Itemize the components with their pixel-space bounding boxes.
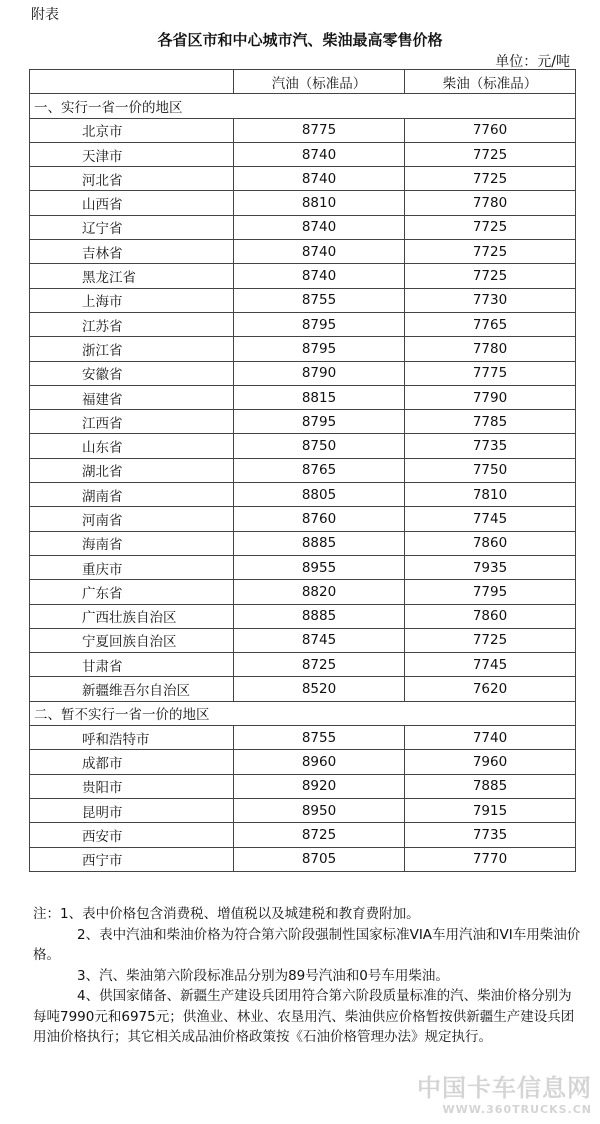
table-row [30,798,576,822]
diesel-price: 7935 [405,555,576,579]
header-region [30,70,234,94]
gasoline-price: 8950 [234,798,405,822]
gasoline-price: 8765 [234,458,405,482]
region-name: 广东省 [30,580,234,604]
gasoline-price: 8740 [234,215,405,239]
diesel-price: 7620 [405,677,576,701]
table-row [30,483,576,507]
diesel-price: 7735 [405,434,576,458]
diesel-price: 7735 [405,823,576,847]
region-name: 成都市 [30,750,234,774]
table-row [30,604,576,628]
unit-label: 单位：元/吨 [495,54,570,70]
gasoline-price: 8755 [234,288,405,312]
gasoline-price: 8775 [234,118,405,142]
region-name: 河南省 [30,507,234,531]
table-row [30,434,576,458]
region-name: 重庆市 [30,555,234,579]
header-gasoline: 汽油（标准品） [234,70,405,94]
table-row [30,531,576,555]
table-row [30,653,576,677]
table-row [30,142,576,166]
region-name: 海南省 [30,531,234,555]
region-name: 西安市 [30,823,234,847]
table-row [30,264,576,288]
gasoline-price: 8795 [234,410,405,434]
table-row [30,677,576,701]
region-name: 宁夏回族自治区 [30,628,234,652]
notes [33,904,581,1048]
gasoline-price: 8815 [234,385,405,409]
region-name: 北京市 [30,118,234,142]
table-row [30,288,576,312]
gasoline-price: 8520 [234,677,405,701]
diesel-price: 7730 [405,288,576,312]
section-heading: 一、实行一省一价的地区 [30,94,576,118]
gasoline-price: 8820 [234,580,405,604]
note-4: 4、供国家储备、新疆生产建设兵团用符合第六阶段质量标准的汽、柴油价格分别为每吨7990元和6975元；供渔业、林业、农垦用汽、柴油供应价格暂按供新疆生产建设兵团用油价格执行；其它相关成品油价格政策按《石油价格管理办法》规定执行。 [33,988,575,1045]
region-name: 江西省 [30,410,234,434]
table-row [30,167,576,191]
gasoline-price: 8740 [234,264,405,288]
region-name: 山西省 [30,191,234,215]
region-name: 辽宁省 [30,215,234,239]
table-row [30,312,576,336]
gasoline-price: 8795 [234,337,405,361]
region-name: 黑龙江省 [30,264,234,288]
table-row [30,628,576,652]
region-name: 吉林省 [30,240,234,264]
header-diesel: 柴油（标准品） [405,70,576,94]
diesel-price: 7790 [405,385,576,409]
gasoline-price: 8955 [234,555,405,579]
table-row [30,507,576,531]
diesel-price: 7725 [405,264,576,288]
watermark-url: WWW.360TRUCKS.CN [442,1103,592,1116]
table-row [30,774,576,798]
region-name: 天津市 [30,142,234,166]
table-row [30,750,576,774]
watermark-logo [417,1068,592,1116]
diesel-price: 7810 [405,483,576,507]
diesel-price: 7750 [405,458,576,482]
diesel-price: 7745 [405,653,576,677]
region-name: 福建省 [30,385,234,409]
gasoline-price: 8920 [234,774,405,798]
diesel-price: 7725 [405,240,576,264]
section-row [30,94,576,118]
gasoline-price: 8740 [234,167,405,191]
table-row [30,726,576,750]
gasoline-price: 8725 [234,653,405,677]
table-row [30,215,576,239]
gasoline-price: 8805 [234,483,405,507]
diesel-price: 7780 [405,337,576,361]
table-row [30,410,576,434]
table-row [30,458,576,482]
diesel-price: 7775 [405,361,576,385]
diesel-price: 7780 [405,191,576,215]
table-row [30,555,576,579]
table-row [30,361,576,385]
note-2: 2、表中汽油和柴油价格为符合第六阶段强制性国家标准VIA车用汽油和VI车用柴油价格。 [33,926,581,963]
diesel-price: 7885 [405,774,576,798]
watermark-name: 中国卡车信息网 [417,1074,592,1102]
note-1: 注：1、表中价格包含消费税、增值税以及城建税和教育费附加。 [33,906,420,922]
gasoline-price: 8885 [234,604,405,628]
region-name: 昆明市 [30,798,234,822]
price-table [29,69,576,872]
section-heading: 二、暂不实行一省一价的地区 [30,701,576,725]
gasoline-price: 8760 [234,507,405,531]
region-name: 新疆维吾尔自治区 [30,677,234,701]
table-row [30,191,576,215]
gasoline-price: 8750 [234,434,405,458]
region-name: 山东省 [30,434,234,458]
diesel-price: 7860 [405,531,576,555]
section-row [30,701,576,725]
page-title: 各省区市和中心城市汽、柴油最高零售价格 [157,31,443,49]
diesel-price: 7725 [405,215,576,239]
gasoline-price: 8795 [234,312,405,336]
gasoline-price: 8725 [234,823,405,847]
diesel-price: 7740 [405,726,576,750]
diesel-price: 7725 [405,142,576,166]
table-row [30,240,576,264]
note-3: 3、汽、柴油第六阶段标准品分别为89号汽油和0号车用柴油。 [77,967,449,984]
table-row [30,337,576,361]
diesel-price: 7795 [405,580,576,604]
gasoline-price: 8745 [234,628,405,652]
table-row [30,385,576,409]
diesel-price: 7765 [405,312,576,336]
diesel-price: 7770 [405,847,576,871]
diesel-price: 7915 [405,798,576,822]
table-row [30,823,576,847]
region-name: 西宁市 [30,847,234,871]
diesel-price: 7785 [405,410,576,434]
region-name: 湖北省 [30,458,234,482]
gasoline-price: 8885 [234,531,405,555]
appendix-label: 附表 [31,7,59,23]
gasoline-price: 8960 [234,750,405,774]
diesel-price: 7725 [405,167,576,191]
table-row [30,580,576,604]
gasoline-price: 8790 [234,361,405,385]
gasoline-price: 8810 [234,191,405,215]
region-name: 上海市 [30,288,234,312]
region-name: 湖南省 [30,483,234,507]
diesel-price: 7960 [405,750,576,774]
diesel-price: 7860 [405,604,576,628]
diesel-price: 7725 [405,628,576,652]
region-name: 甘肃省 [30,653,234,677]
gasoline-price: 8740 [234,240,405,264]
gasoline-price: 8705 [234,847,405,871]
price-table-body [30,70,576,872]
gasoline-price: 8755 [234,726,405,750]
table-header-row [30,70,576,94]
region-name: 河北省 [30,167,234,191]
region-name: 广西壮族自治区 [30,604,234,628]
diesel-price: 7745 [405,507,576,531]
region-name: 浙江省 [30,337,234,361]
gasoline-price: 8740 [234,142,405,166]
table-row [30,847,576,871]
region-name: 贵阳市 [30,774,234,798]
table-row [30,118,576,142]
region-name: 呼和浩特市 [30,726,234,750]
diesel-price: 7760 [405,118,576,142]
region-name: 江苏省 [30,312,234,336]
region-name: 安徽省 [30,361,234,385]
